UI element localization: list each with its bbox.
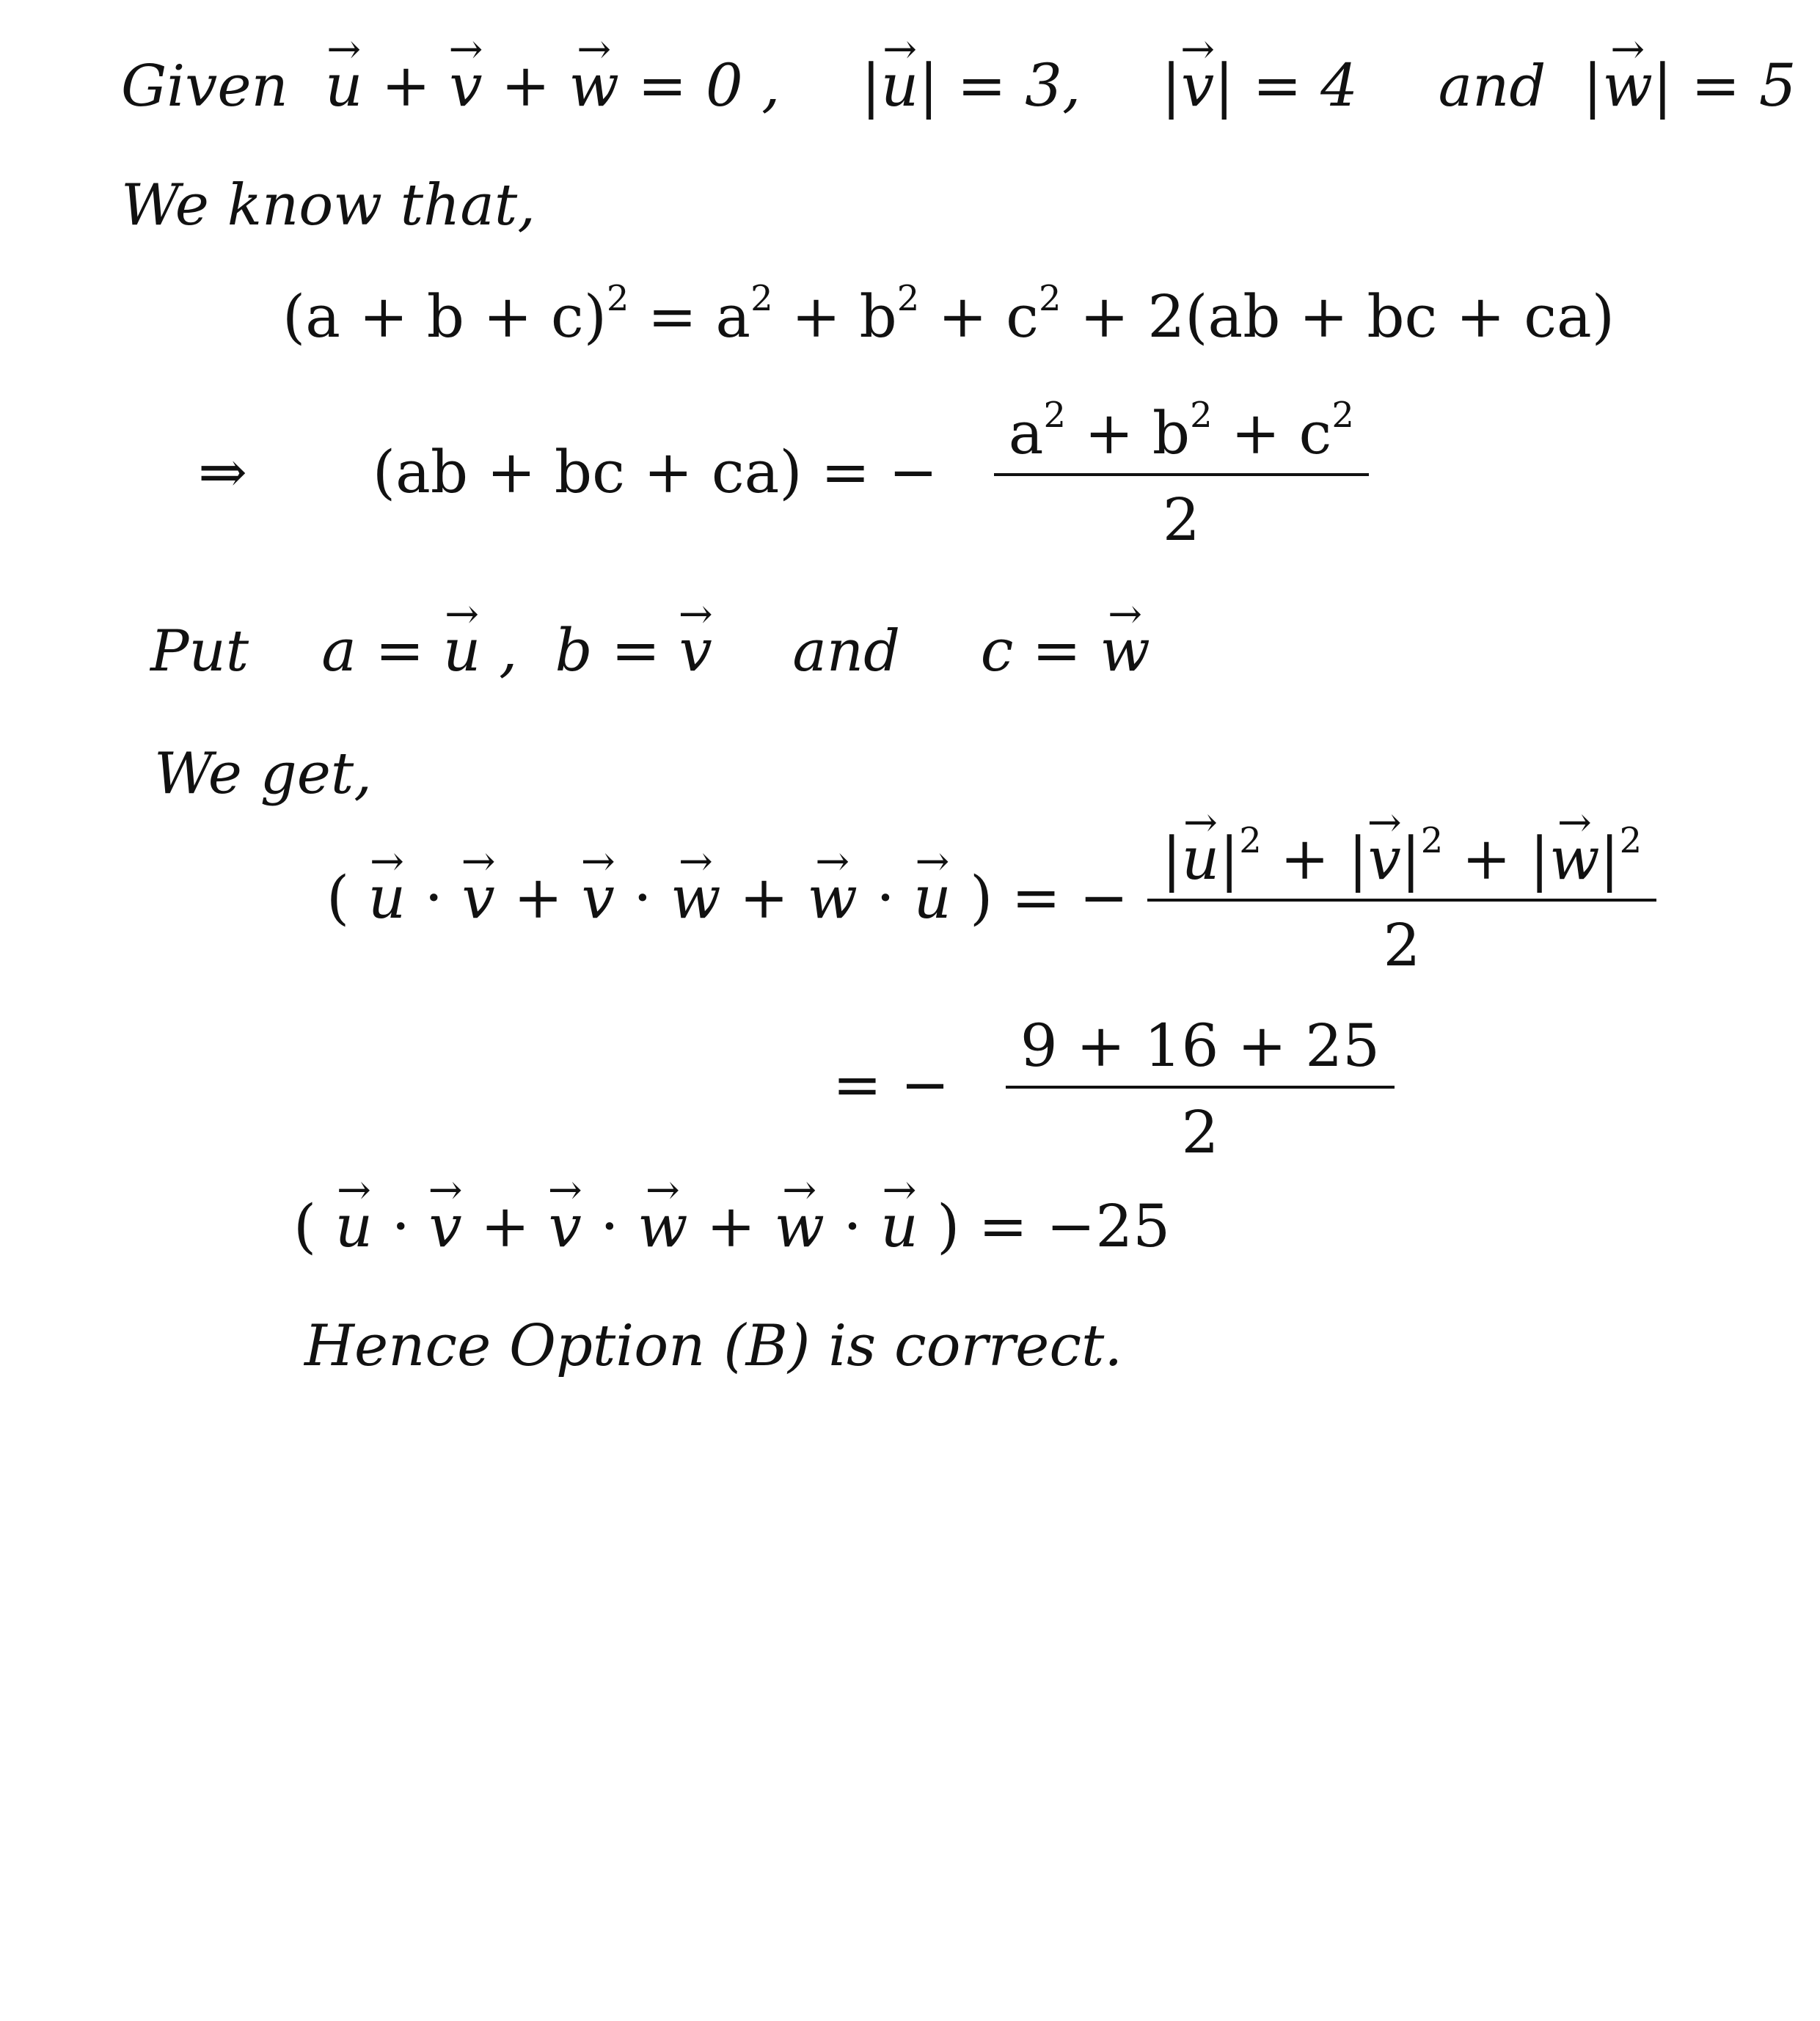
rearranged-lhs: (ab + bc + ca) = −	[372, 438, 938, 506]
put-c: c = → w	[981, 616, 1150, 684]
rearranged-fraction: $\frac{a^2 + b^2 + c^2}{2}$	[994, 400, 1369, 554]
conclusion-line: Hence Option (B) is correct.	[304, 1313, 1123, 1379]
given-line	[121, 51, 1797, 120]
we-get-line: We get,	[154, 741, 372, 807]
dot-product-line: ( → u · → v + → v · → w + → w · → u ) = − $\frac{|\to u|^2 + |\to v|^2 + |\to w|^2}{2}$	[326, 825, 1656, 979]
result-line: ( → u · → v + → v · → w + → w · → u ) = −25	[293, 1192, 1170, 1260]
put-and-word: and	[792, 618, 901, 684]
rearranged-line	[198, 395, 1369, 554]
given-v-magnitude: |→ v| = 4	[1161, 51, 1358, 120]
given-w-magnitude: |→ w| = 5	[1564, 51, 1797, 120]
put-b: , b = → v	[499, 616, 712, 684]
know-that-line: We know that,	[121, 172, 536, 238]
identity-line: $(a + b + c)^2 = a^2 + b^2 + c^2 + 2(ab$ + bc + ca)	[282, 278, 1615, 351]
and-word: and	[1438, 54, 1546, 120]
given-sum-equation: → u + → v + → w = 0 ,	[307, 51, 800, 120]
put-line	[150, 616, 1150, 684]
put-word: Put	[150, 618, 249, 684]
implies-symbol: ⇒	[198, 438, 248, 506]
magnitudes-fraction: $\frac{|\to u|^2 + |\to v|^2 + |\to w|^2}{2}$	[1147, 825, 1656, 979]
substitution-prefix: = −	[833, 1050, 950, 1119]
given-word: Given	[121, 54, 288, 120]
substitution-line	[833, 1012, 1395, 1166]
given-u-magnitude: |→ u| = 3,	[861, 51, 1081, 120]
substitution-fraction: $\frac{9 + 16 + 25}{2}$	[1006, 1012, 1395, 1166]
put-a: a = → u	[321, 616, 480, 684]
result-value: = −25	[978, 1192, 1171, 1260]
